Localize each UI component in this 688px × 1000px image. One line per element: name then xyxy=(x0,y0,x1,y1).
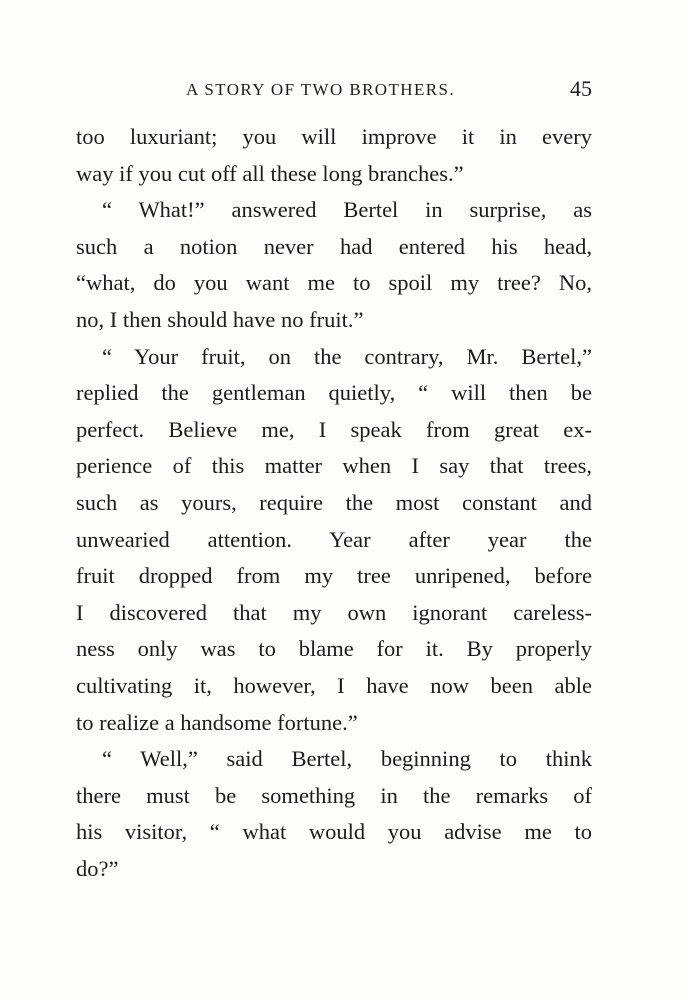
text-line: ness only was to blame for it. By properly xyxy=(76,636,592,662)
text-line: perfect. Believe me, I speak from great ex- xyxy=(76,416,592,442)
text-line: “ Well,” said Bertel, beginning to think xyxy=(102,746,592,772)
text-line: “ What!” answered Bertel in surprise, as xyxy=(102,197,592,223)
text-line: to realize a handsome fortune.” xyxy=(76,709,358,735)
text-line: his visitor, “ what would you advise me to xyxy=(76,819,592,845)
text-line: “ Your fruit, on the contrary, Mr. Bertel,” xyxy=(102,343,592,369)
text-line: way if you cut off all these long branches.” xyxy=(76,160,464,186)
text-line: replied the gentleman quietly, “ will then be xyxy=(76,380,592,406)
text-line: unwearied attention. Year after year the xyxy=(76,526,592,552)
running-title: A STORY OF TWO BROTHERS. xyxy=(186,80,455,99)
text-line: such a notion never had entered his head, xyxy=(76,233,592,259)
text-line: I discovered that my own ignorant careless- xyxy=(76,599,592,625)
text-line: such as yours, require the most constant and xyxy=(76,489,592,515)
text-line: do?” xyxy=(76,855,119,881)
text-line: cultivating it, however, I have now been able xyxy=(76,672,592,698)
body-text xyxy=(76,119,592,887)
page-number: 45 xyxy=(570,76,592,101)
text-line: fruit dropped from my tree unripened, before xyxy=(76,563,592,589)
text-line: too luxuriant; you will improve it in every xyxy=(76,124,592,149)
text-line: perience of this matter when I say that trees, xyxy=(76,453,592,479)
text-line: no, I then should have no fruit.” xyxy=(76,306,364,332)
page-header xyxy=(76,76,592,106)
text-line: there must be something in the remarks of xyxy=(76,782,592,808)
text-line: “what, do you want me to spoil my tree? No, xyxy=(76,270,592,296)
